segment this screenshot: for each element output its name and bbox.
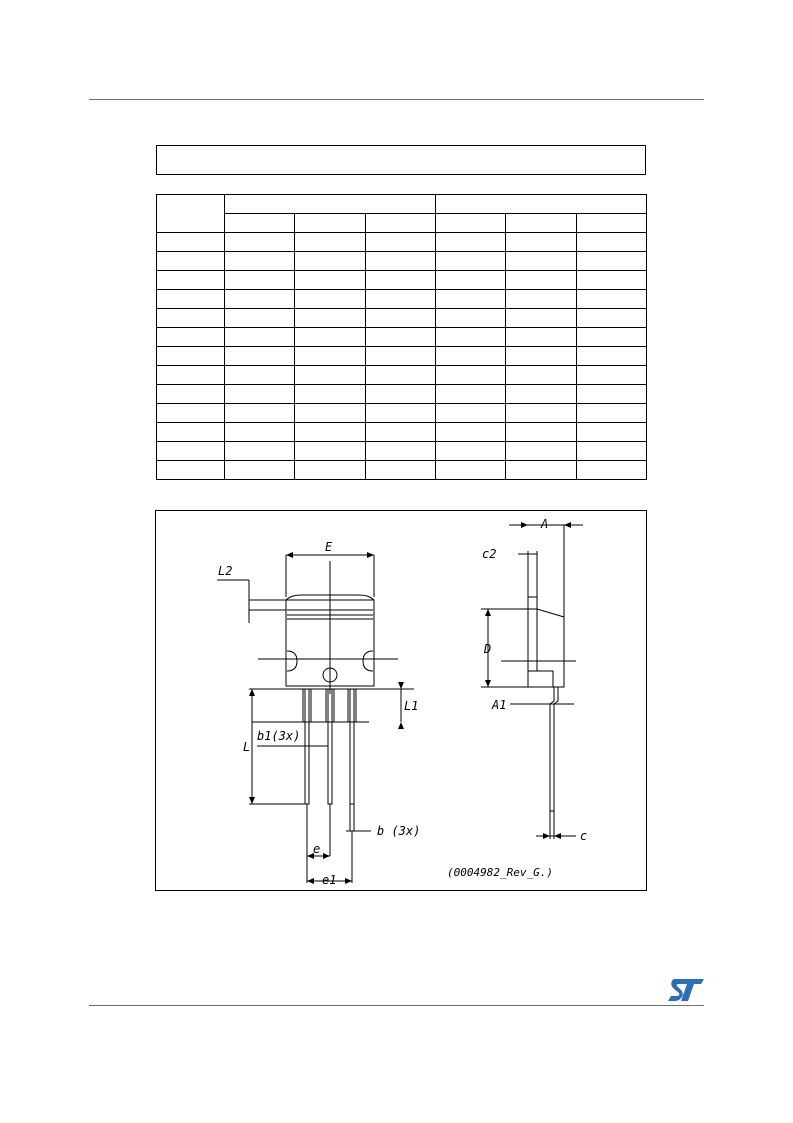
- table-value-cell: [225, 309, 295, 328]
- dim-arrow: [323, 853, 330, 859]
- dim-arrow: [543, 833, 550, 839]
- lead-center: [328, 689, 332, 804]
- table-value-cell: [295, 461, 365, 480]
- table-value-cell: [576, 442, 646, 461]
- package-drawing: [155, 510, 647, 891]
- table-value-cell: [435, 385, 505, 404]
- table-group-header: [435, 195, 646, 214]
- table-value-cell: [295, 252, 365, 271]
- table-value-cell: [225, 328, 295, 347]
- table-value-cell: [225, 366, 295, 385]
- label-E: E: [325, 540, 333, 554]
- table-value-cell: [225, 423, 295, 442]
- table-value-cell: [435, 328, 505, 347]
- table-symbol-cell: [157, 309, 225, 328]
- drawing-reference: (0004982_Rev_G.): [447, 866, 553, 879]
- table-value-cell: [365, 404, 435, 423]
- table-row: [157, 252, 647, 271]
- table-symbol-cell: [157, 252, 225, 271]
- table-value-cell: [435, 366, 505, 385]
- side-body-outline: [528, 597, 564, 687]
- table-value-cell: [576, 461, 646, 480]
- table-value-cell: [295, 347, 365, 366]
- front-notch-right: [363, 651, 373, 671]
- table-value-cell: [365, 290, 435, 309]
- table-value-cell: [576, 252, 646, 271]
- st-logo: [668, 979, 704, 1001]
- table-value-cell: [365, 233, 435, 252]
- table-corner-cell: [157, 195, 225, 233]
- table-row: [157, 442, 647, 461]
- table-value-cell: [225, 271, 295, 290]
- dim-arrow: [345, 878, 352, 884]
- table-symbol-cell: [157, 290, 225, 309]
- table-value-cell: [365, 328, 435, 347]
- dim-arrow: [485, 609, 491, 616]
- label-c: c: [580, 829, 588, 843]
- table-value-cell: [295, 271, 365, 290]
- table-value-cell: [576, 385, 646, 404]
- table-subheader: [576, 214, 646, 233]
- table-value-cell: [576, 290, 646, 309]
- table-value-cell: [576, 347, 646, 366]
- table-value-cell: [225, 461, 295, 480]
- table-row: [157, 233, 647, 252]
- table-value-cell: [506, 366, 576, 385]
- table-row: [157, 404, 647, 423]
- package-outline-svg: [156, 511, 648, 892]
- label-L1: L1: [404, 699, 419, 713]
- dim-arrow: [286, 552, 293, 558]
- label-L: L: [243, 740, 251, 754]
- table-value-cell: [295, 385, 365, 404]
- table-title-box: [156, 145, 646, 175]
- table-value-cell: [506, 252, 576, 271]
- table-value-cell: [506, 461, 576, 480]
- table-value-cell: [506, 347, 576, 366]
- table-row: [157, 271, 647, 290]
- label-L2: L2: [218, 564, 233, 578]
- dimensions-table: [156, 194, 647, 480]
- table-value-cell: [295, 233, 365, 252]
- dim-arrow: [367, 552, 374, 558]
- table-value-cell: [506, 233, 576, 252]
- table-value-cell: [225, 442, 295, 461]
- table-subheader: [295, 214, 365, 233]
- table-value-cell: [225, 252, 295, 271]
- table-group-header: [225, 195, 436, 214]
- table-value-cell: [225, 385, 295, 404]
- table-value-cell: [225, 347, 295, 366]
- label-e1: e1: [322, 873, 337, 887]
- label-e: e: [313, 842, 321, 856]
- table-value-cell: [435, 233, 505, 252]
- table-value-cell: [506, 404, 576, 423]
- footer-rule: [89, 1005, 704, 1006]
- table-group-header-row: [157, 195, 647, 214]
- st-logo-mark: [668, 979, 704, 1001]
- table-value-cell: [506, 423, 576, 442]
- table-value-cell: [506, 271, 576, 290]
- dim-arrow: [307, 878, 314, 884]
- side-lead: [550, 687, 558, 811]
- table-subheader: [365, 214, 435, 233]
- table-value-cell: [225, 404, 295, 423]
- table-value-cell: [576, 328, 646, 347]
- label-b: b (3x): [377, 824, 421, 838]
- lead-left-shoulder: [303, 689, 311, 722]
- table-value-cell: [365, 366, 435, 385]
- table-value-cell: [506, 309, 576, 328]
- table-symbol-cell: [157, 271, 225, 290]
- table-value-cell: [365, 461, 435, 480]
- table-value-cell: [365, 423, 435, 442]
- dim-arrow: [398, 722, 404, 729]
- table-subheader: [506, 214, 576, 233]
- table-value-cell: [576, 271, 646, 290]
- table-symbol-cell: [157, 233, 225, 252]
- table-value-cell: [506, 290, 576, 309]
- table-value-cell: [506, 442, 576, 461]
- table-value-cell: [365, 271, 435, 290]
- table-value-cell: [506, 385, 576, 404]
- table-value-cell: [435, 461, 505, 480]
- table-symbol-cell: [157, 423, 225, 442]
- table-value-cell: [435, 347, 505, 366]
- table-symbol-cell: [157, 347, 225, 366]
- table-symbol-cell: [157, 461, 225, 480]
- dim-arrow: [564, 522, 571, 528]
- table-value-cell: [365, 347, 435, 366]
- label-c2: c2: [482, 547, 497, 561]
- table-value-cell: [576, 233, 646, 252]
- lead-right-shoulder: [348, 689, 356, 722]
- table-row: [157, 366, 647, 385]
- table-value-cell: [576, 309, 646, 328]
- table-subheader-row: [157, 214, 647, 233]
- table-value-cell: [435, 271, 505, 290]
- table-value-cell: [295, 328, 365, 347]
- table-row: [157, 328, 647, 347]
- table-row: [157, 461, 647, 480]
- table-row: [157, 423, 647, 442]
- table-value-cell: [435, 404, 505, 423]
- table-row: [157, 385, 647, 404]
- table-value-cell: [295, 366, 365, 385]
- table-value-cell: [435, 423, 505, 442]
- table-value-cell: [576, 366, 646, 385]
- table-value-cell: [225, 233, 295, 252]
- table-value-cell: [365, 309, 435, 328]
- table-value-cell: [365, 252, 435, 271]
- table-value-cell: [295, 290, 365, 309]
- table-value-cell: [576, 423, 646, 442]
- table-value-cell: [295, 404, 365, 423]
- table-symbol-cell: [157, 328, 225, 347]
- dim-arrow: [249, 797, 255, 804]
- table-symbol-cell: [157, 404, 225, 423]
- table-value-cell: [435, 252, 505, 271]
- table-row: [157, 290, 647, 309]
- dim-arrow: [554, 833, 561, 839]
- table-value-cell: [365, 385, 435, 404]
- table-value-cell: [435, 442, 505, 461]
- table-value-cell: [225, 290, 295, 309]
- dim-arrow: [521, 522, 528, 528]
- table-value-cell: [365, 442, 435, 461]
- table-value-cell: [295, 442, 365, 461]
- label-D: D: [484, 642, 492, 656]
- table-symbol-cell: [157, 442, 225, 461]
- table-value-cell: [295, 309, 365, 328]
- table-symbol-cell: [157, 385, 225, 404]
- table-value-cell: [435, 290, 505, 309]
- table-value-cell: [295, 423, 365, 442]
- label-A: A: [541, 517, 549, 531]
- table-subheader: [225, 214, 295, 233]
- table-row: [157, 347, 647, 366]
- table-body: [157, 233, 647, 480]
- header-rule: [89, 99, 704, 100]
- table-row: [157, 309, 647, 328]
- table-value-cell: [506, 328, 576, 347]
- label-b1: b1(3x): [257, 729, 301, 743]
- side-body-step: [528, 671, 553, 687]
- label-A1: A1: [492, 698, 507, 712]
- table-value-cell: [576, 404, 646, 423]
- table-value-cell: [435, 309, 505, 328]
- dim-arrow: [398, 682, 404, 689]
- front-notch-left: [287, 651, 297, 671]
- dim-arrow: [485, 680, 491, 687]
- table-symbol-cell: [157, 366, 225, 385]
- dim-arrow: [249, 689, 255, 696]
- lead-right: [350, 689, 354, 804]
- table-subheader: [435, 214, 505, 233]
